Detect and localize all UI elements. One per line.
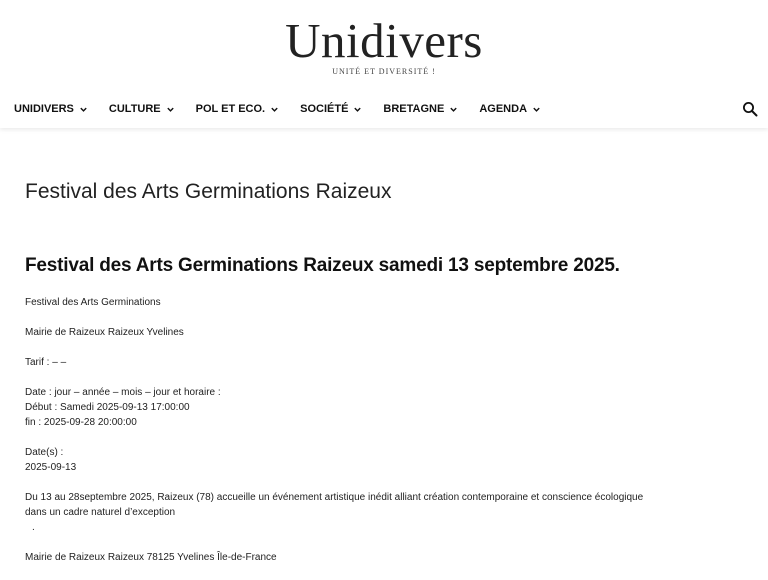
nav-item-agenda[interactable] [479, 103, 541, 115]
event-dates [25, 445, 743, 475]
nav-item-unidivers[interactable] [14, 103, 88, 115]
site-tagline: UNITÉ ET DIVERSITÉ ! [332, 67, 436, 76]
date-fin: fin : 2025-09-28 20:00:00 [25, 417, 137, 428]
site-logo[interactable]: Unidivers [285, 13, 483, 68]
event-venue: Mairie de Raizeux Raizeux Yvelines [25, 327, 184, 338]
date-header: Date : jour – année – mois – jour et horaire : [25, 387, 221, 398]
event-description [25, 490, 743, 535]
nav-item-label: POL ET ECO. [195, 103, 266, 115]
event-address: Mairie de Raizeux Raizeux 78125 Yvelines Île-de-France [25, 552, 277, 563]
article-body [25, 295, 743, 565]
main-nav [14, 103, 562, 115]
page-title: Festival des Arts Germinations Raizeux [25, 180, 392, 203]
chevron-down-icon [449, 105, 458, 114]
nav-item-bretagne[interactable] [383, 103, 458, 115]
nav-item-societe[interactable] [300, 103, 362, 115]
site-header [0, 0, 768, 128]
main-content [25, 180, 743, 580]
nav-item-label: AGENDA [479, 103, 528, 115]
description-line: Du 13 au 28septembre 2025, Raizeux (78) accueille un événement artistique inédit alliant création contemporaine et conscience écologique [25, 492, 644, 503]
chevron-down-icon [270, 105, 279, 114]
nav-item-pol-et-eco[interactable] [196, 103, 279, 115]
event-tarif: Tarif : – – [25, 357, 67, 368]
date-debut: Début : Samedi 2025-09-13 17:00:00 [25, 402, 190, 413]
description-line: . [32, 522, 35, 533]
nav-item-label: BRETAGNE [383, 103, 445, 115]
chevron-down-icon [79, 105, 88, 114]
dates-label: Date(s) : [25, 447, 64, 458]
nav-item-label: CULTURE [108, 103, 161, 115]
event-name: Festival des Arts Germinations [25, 297, 161, 308]
description-line: dans un cadre naturel d’exception [25, 507, 176, 518]
event-schedule [25, 385, 743, 430]
chevron-down-icon [166, 105, 175, 114]
search-icon[interactable] [742, 101, 758, 117]
nav-item-label: SOCIÉTÉ [300, 103, 349, 115]
chevron-down-icon [532, 105, 541, 114]
chevron-down-icon [353, 105, 362, 114]
nav-item-label: UNIDIVERS [14, 103, 74, 115]
dates-value: 2025-09-13 [25, 462, 77, 473]
article-title: Festival des Arts Germinations Raizeux samedi 13 septembre 2025. [25, 255, 620, 276]
nav-item-culture[interactable] [109, 103, 175, 115]
